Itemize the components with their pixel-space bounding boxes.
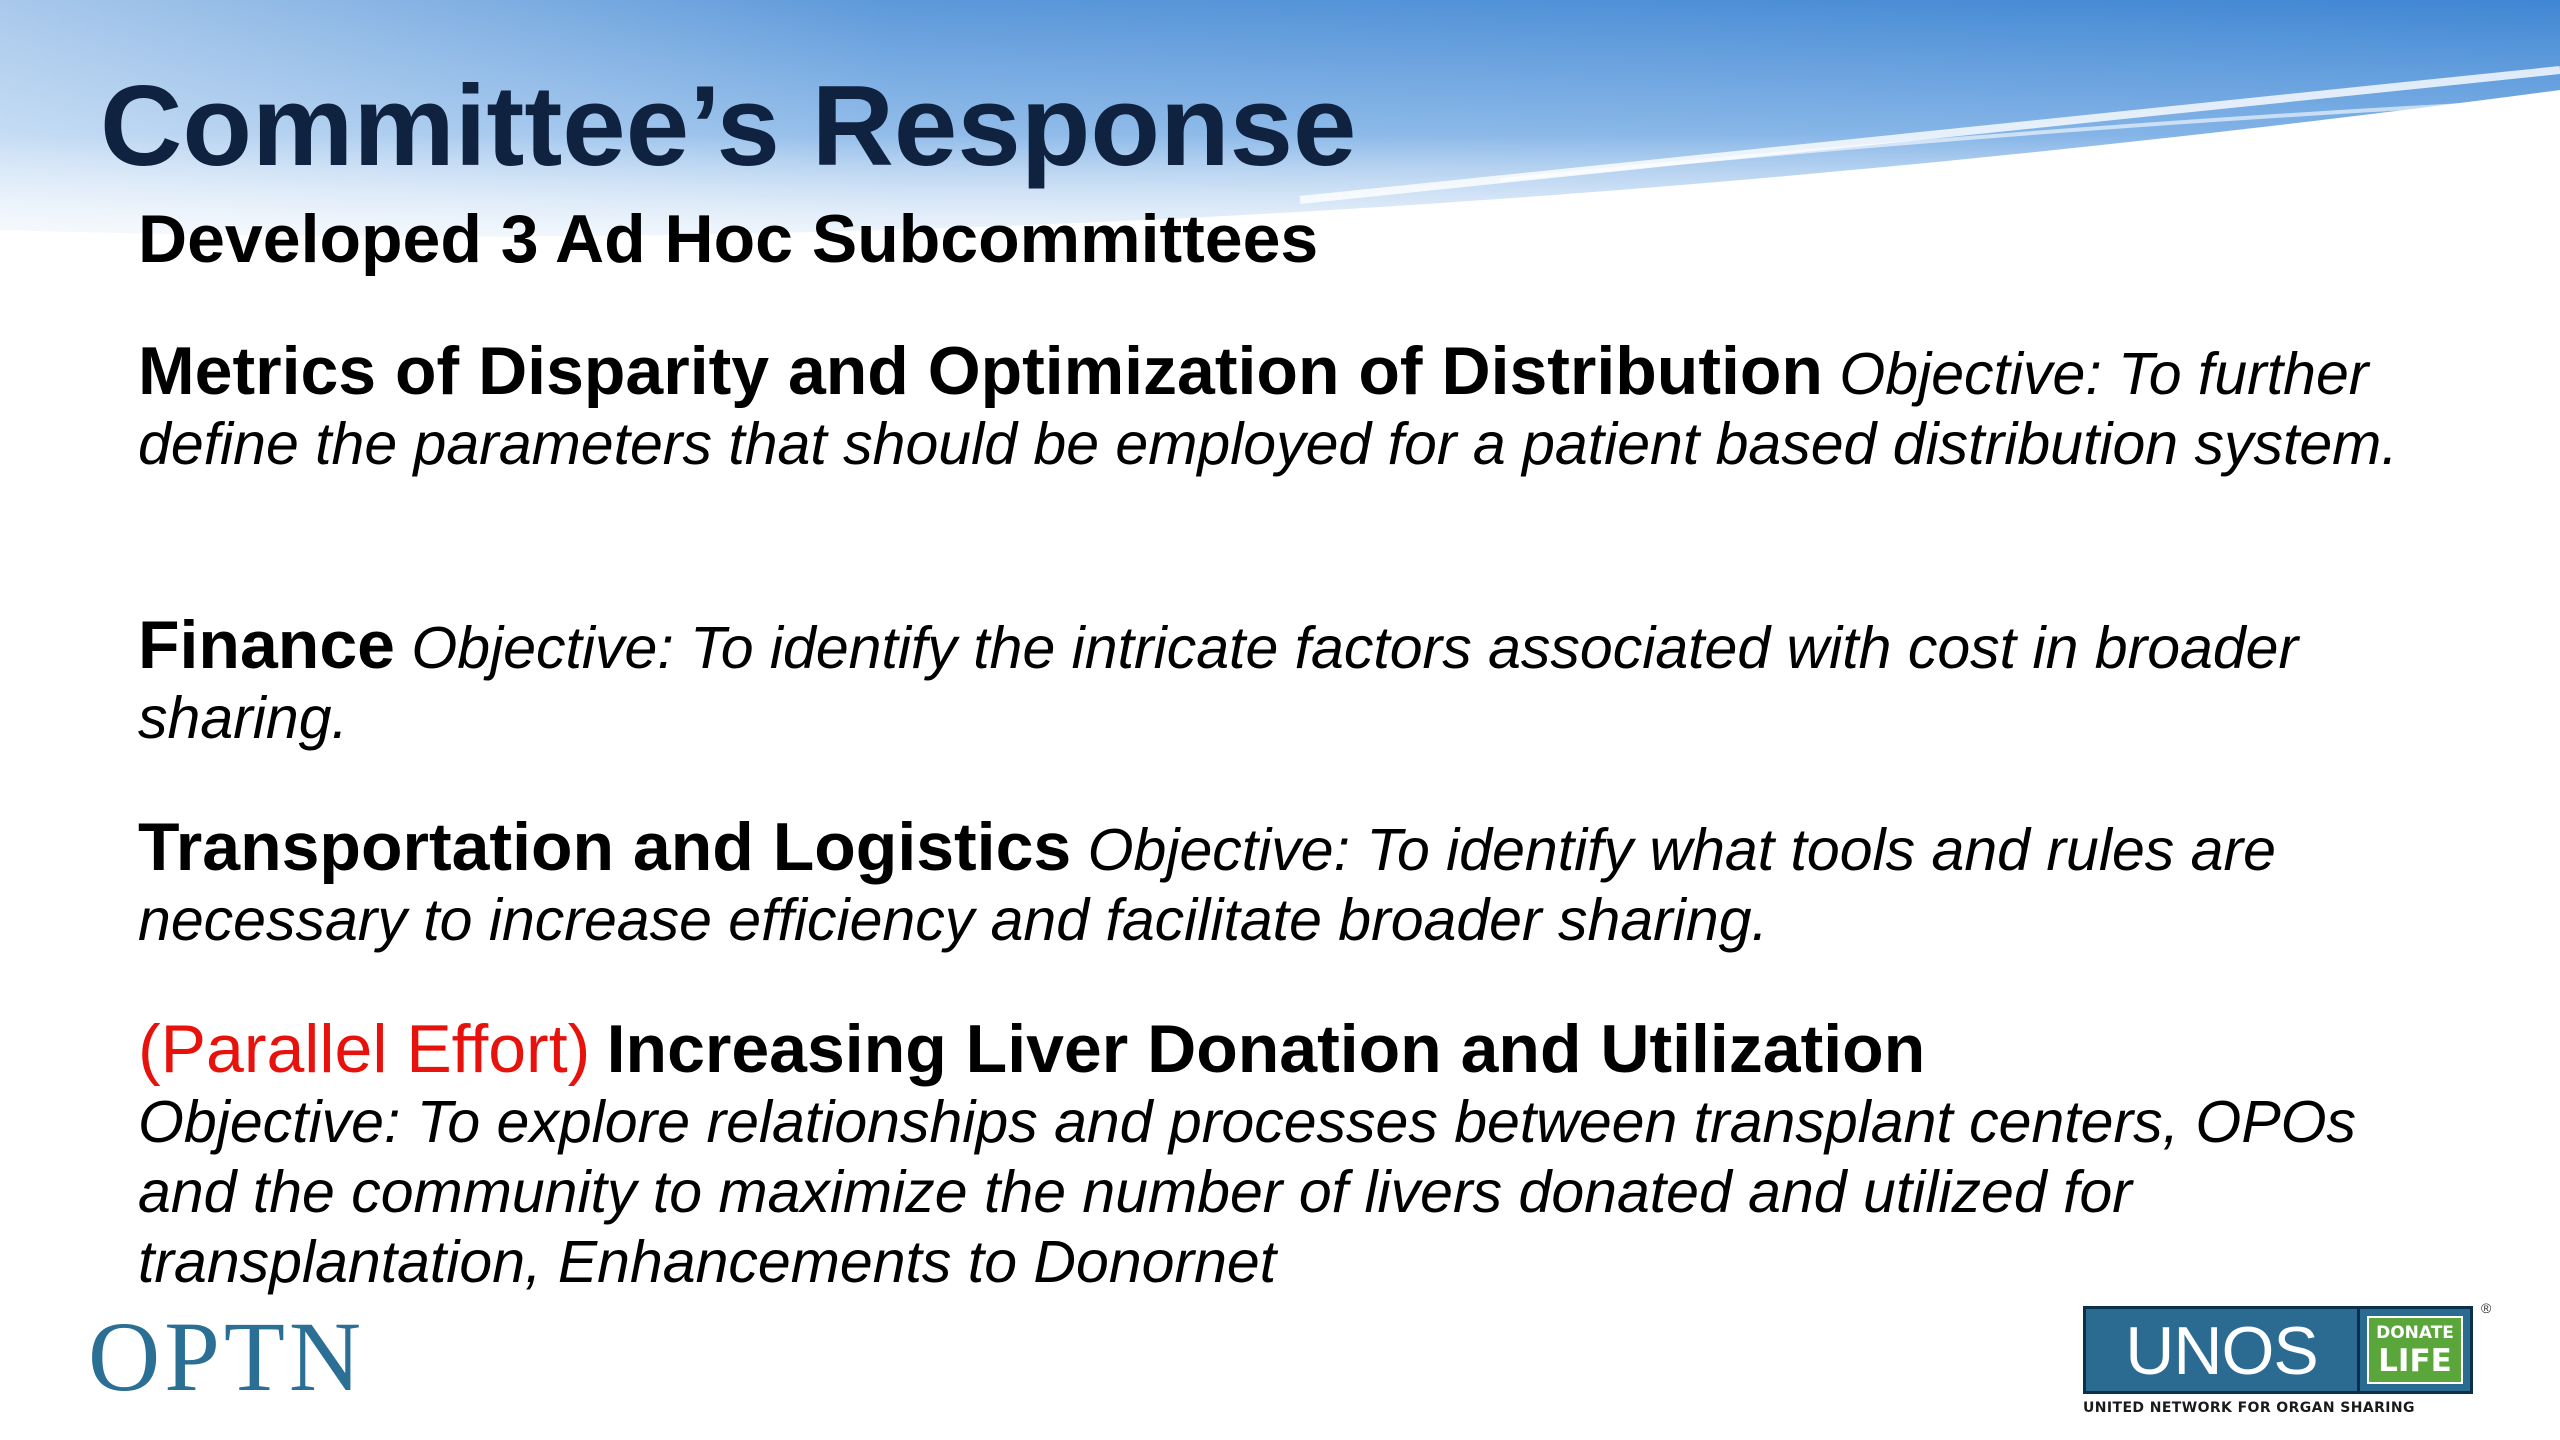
donate-life-badge [2360,1306,2473,1394]
unos-logo [2083,1300,2492,1416]
parallel-effort-liver-donation [138,1011,2438,1297]
donate-label: DONATE [2376,1323,2454,1343]
subcommittee-metrics [138,333,2438,479]
subcommittee-objective: Objective: To further define the parameters that should be employed for a patient based distribution system. [138,341,2398,477]
subcommittee-objective: Objective: To explore relationships and processes between transplant centers, OPOs and the community to maximize the number of livers donated and utilized for transplantation, Enhancements to Donornet [138,1089,2357,1295]
subcommittee-transportation [138,809,2438,955]
slide-subtitle: Developed 3 Ad Hoc Subcommittees [138,201,1319,277]
subcommittee-name: Finance [138,607,395,683]
unos-caption: UNITED NETWORK FOR ORGAN SHARING [2083,1400,2415,1416]
unos-wordmark: UNOS [2083,1306,2360,1394]
optn-logo: OPTN [88,1301,366,1412]
subcommittee-name: Increasing Liver Donation and Utilization [606,1011,1926,1087]
parallel-effort-tag: (Parallel Effort) [138,1011,591,1087]
subcommittee-name: Metrics of Disparity and Optimization of Distribution [138,333,1823,409]
subcommittee-objective: Objective: To identify the intricate factors associated with cost in broader sharing. [138,615,2299,751]
donate-life-inner [2367,1316,2463,1384]
subcommittee-finance [138,607,2438,753]
life-label: LIFE [2378,1343,2452,1379]
subcommittee-name: Transportation and Logistics [138,809,1072,885]
subcommittee-objective: Objective: To identify what tools and rules are necessary to increase efficiency and facilitate broader sharing. [138,817,2276,953]
registered-mark: ® [2481,1300,2492,1316]
slide-title: Committee’s Response [100,63,1357,190]
